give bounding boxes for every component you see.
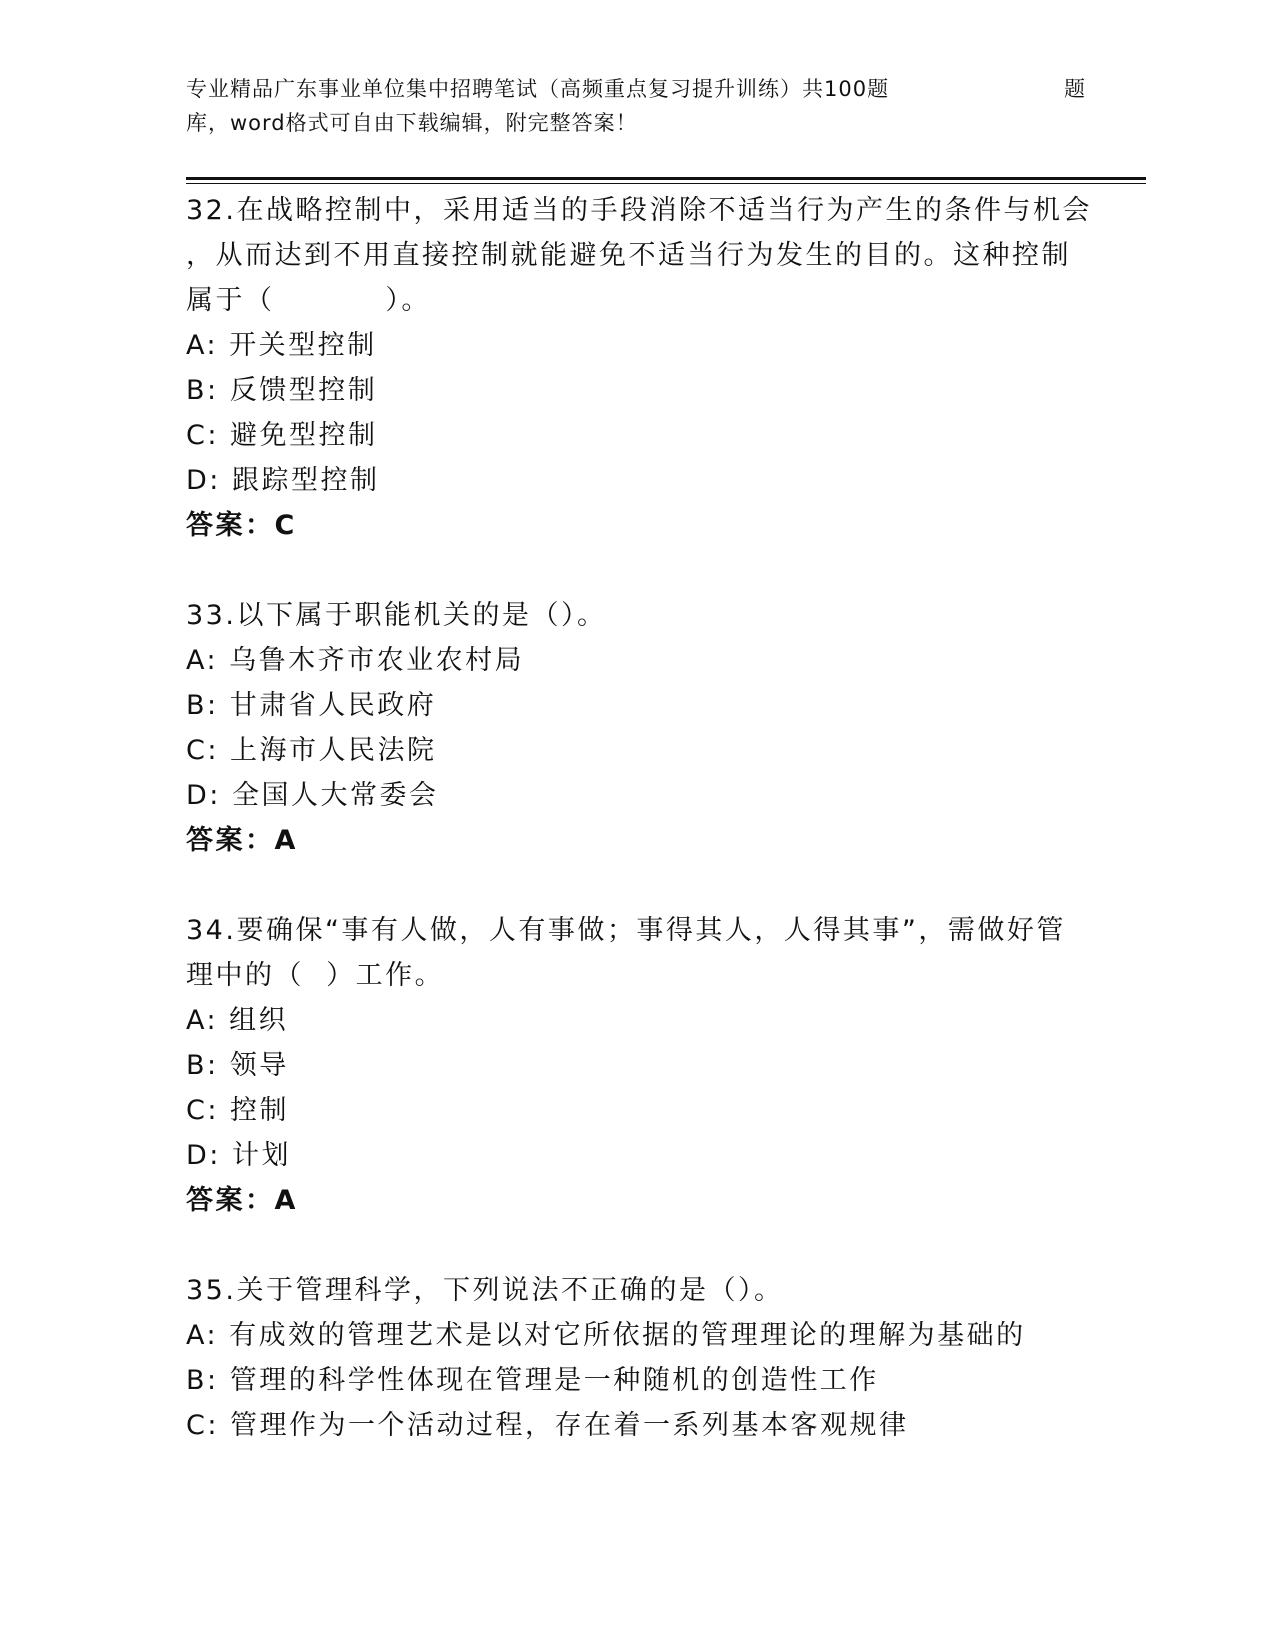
question-text: 35.关于管理科学，下列说法不正确的是（）。 xyxy=(186,1275,784,1306)
question-text: 32.在战略控制中，采用适当的手段消除不适当行为产生的条件与机会 xyxy=(186,195,1092,226)
option-d: D: 全国人大常委会 xyxy=(186,780,439,811)
question-text: 34.要确保“事有人做，人有事做；事得其人，人得其事”，需做好管 xyxy=(186,915,1066,946)
question-text: ，从而达到不用直接控制就能避免不适当行为发生的目的。这种控制 xyxy=(186,240,1071,271)
header-divider-thin xyxy=(186,183,1146,184)
question-block xyxy=(186,1268,1086,1448)
answer-line: 答案：A xyxy=(186,825,298,856)
option-c: C: 控制 xyxy=(186,1095,290,1126)
spacer xyxy=(186,1223,1086,1268)
question-block xyxy=(186,188,1092,548)
spacer xyxy=(186,548,1086,593)
option-c: C: 管理作为一个活动过程，存在着一系列基本客观规律 xyxy=(186,1410,909,1441)
question-list xyxy=(186,188,1092,1448)
answer-line: 答案：C xyxy=(186,510,297,541)
page-header xyxy=(186,72,1086,140)
header-line-2: 库，word格式可自由下载编辑，附完整答案！ xyxy=(186,111,638,135)
header-title: 专业精品广东事业单位集中招聘笔试（高频重点复习提升训练）共100题 xyxy=(186,77,890,101)
option-c: C: 上海市人民法院 xyxy=(186,735,437,766)
option-b: B: 管理的科学性体现在管理是一种随机的创造性工作 xyxy=(186,1365,879,1396)
option-b: B: 反馈型控制 xyxy=(186,375,378,406)
question-text: 33.以下属于职能机关的是（）。 xyxy=(186,600,607,631)
option-b: B: 领导 xyxy=(186,1050,289,1081)
option-d: D: 计划 xyxy=(186,1140,291,1171)
spacer xyxy=(186,863,1086,908)
option-c: C: 避免型控制 xyxy=(186,420,378,451)
question-text: 理中的（ ）工作。 xyxy=(186,960,445,991)
option-b: B: 甘肃省人民政府 xyxy=(186,690,437,721)
option-d: D: 跟踪型控制 xyxy=(186,465,380,496)
question-block xyxy=(186,593,1086,863)
option-a: A: 组织 xyxy=(186,1005,289,1036)
question-text: 属于（ ）。 xyxy=(186,285,431,316)
header-divider-thick xyxy=(186,177,1146,180)
header-line-1 xyxy=(186,72,1086,106)
option-a: A: 开关型控制 xyxy=(186,330,377,361)
answer-line: 答案：A xyxy=(186,1185,298,1216)
option-a: A: 乌鲁木齐市农业农村局 xyxy=(186,645,525,676)
question-block xyxy=(186,908,1086,1223)
header-title-end: 题 xyxy=(1064,77,1086,101)
option-a: A: 有成效的管理艺术是以对它所依据的管理理论的理解为基础的 xyxy=(186,1320,1026,1351)
